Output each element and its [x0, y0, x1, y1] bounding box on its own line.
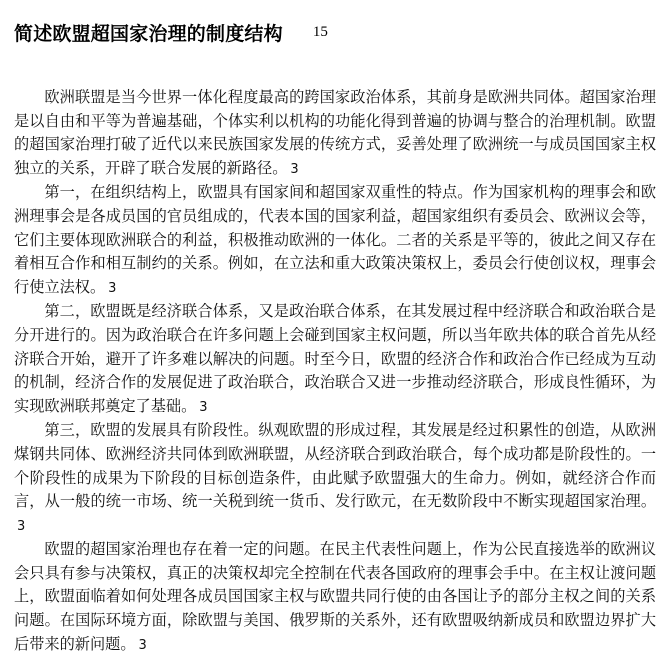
paragraph-text: 第三，欧盟的发展具有阶段性。纵观欧盟的形成过程，其发展是经过积累性的创造，从欧洲煤钢共同体、欧洲经济共同体到欧洲联盟，从经济联合到政治联合，每个成功都是阶段性的。一个阶段性的成果为下阶段的目标创造条件，由此赋予欧盟强大的生命力。例如，就经济合作而言，从一般的统一市场、统一关税到统一货币、发行欧元，在无数阶段中不断实现超国家治理。: [14, 421, 656, 511]
document-body: [14, 86, 656, 657]
title-row: [14, 20, 328, 44]
citation-marker: 3: [108, 280, 117, 296]
paragraph-3: [14, 300, 656, 419]
paragraph-text: 欧盟的超国家治理也存在着一定的问题。在民主代表性问题上，作为公民直接选举的欧洲议会只具有参与决策权，真正的决策权却完全控制在代表各国政府的理事会手中。在主权让渡问题上，欧盟面临着如何处理各成员国国家主权与欧盟共同行使的由各国让予的部分主权之间的关系问题。在国际环境方面，除欧盟与美国、俄罗斯的关系外，还有欧盟吸纳新成员和欧盟边界扩大后带来的新问题。: [14, 540, 656, 653]
paragraph-4: [14, 419, 656, 538]
page-title: 简述欧盟超国家治理的制度结构: [14, 22, 283, 45]
citation-marker: 3: [290, 161, 299, 177]
paragraph-text: 第二，欧盟既是经济联合体系，又是政治联合体系，在其发展过程中经济联合和政治联合是分开进行的。因为政治联合在许多问题上会碰到国家主权问题，所以当年欧共体的联合首先从经济联合开始，避开了许多难以解决的问题。时至今日，欧盟的经济合作和政治合作已经成为互动的机制，经济合作的发展促进了政治联合，政治联合又进一步推动经济联合，形成良性循环，为实现欧洲联邦奠定了基础。: [14, 302, 656, 415]
paragraph-text: 第一，在组织结构上，欧盟具有国家间和超国家双重性的特点。作为国家机构的理事会和欧洲理事会是各成员国的官员组成的，代表本国的国家利益，超国家组织有委员会、欧洲议会等，它们主要体现欧洲联合的利益，积极推动欧洲的一体化。二者的关系是平等的，彼此之间又存在着相互合作和相互制约的关系。例如，在立法和重大政策决策权上，委员会行使创议权，理事会行使立法权。: [14, 183, 656, 296]
paragraph-5: [14, 538, 656, 657]
paragraph-2: [14, 181, 656, 300]
citation-marker: 3: [17, 518, 26, 534]
citation-marker: 3: [138, 637, 147, 653]
paragraph-1: [14, 86, 656, 181]
paragraph-text: 欧洲联盟是当今世界一体化程度最高的跨国家政治体系，其前身是欧洲共同体。超国家治理是以自由和平等为普遍基础，个体实利以机构的功能化得到普遍的协调与整合的治理机制。欧盟的超国家治理打破了近代以来民族国家发展的传统方式，妥善处理了欧洲统一与成员国国家主权独立的关系，开辟了联合发展的新路径。: [14, 88, 656, 177]
page-number: 15: [312, 23, 328, 40]
citation-marker: 3: [199, 399, 208, 415]
